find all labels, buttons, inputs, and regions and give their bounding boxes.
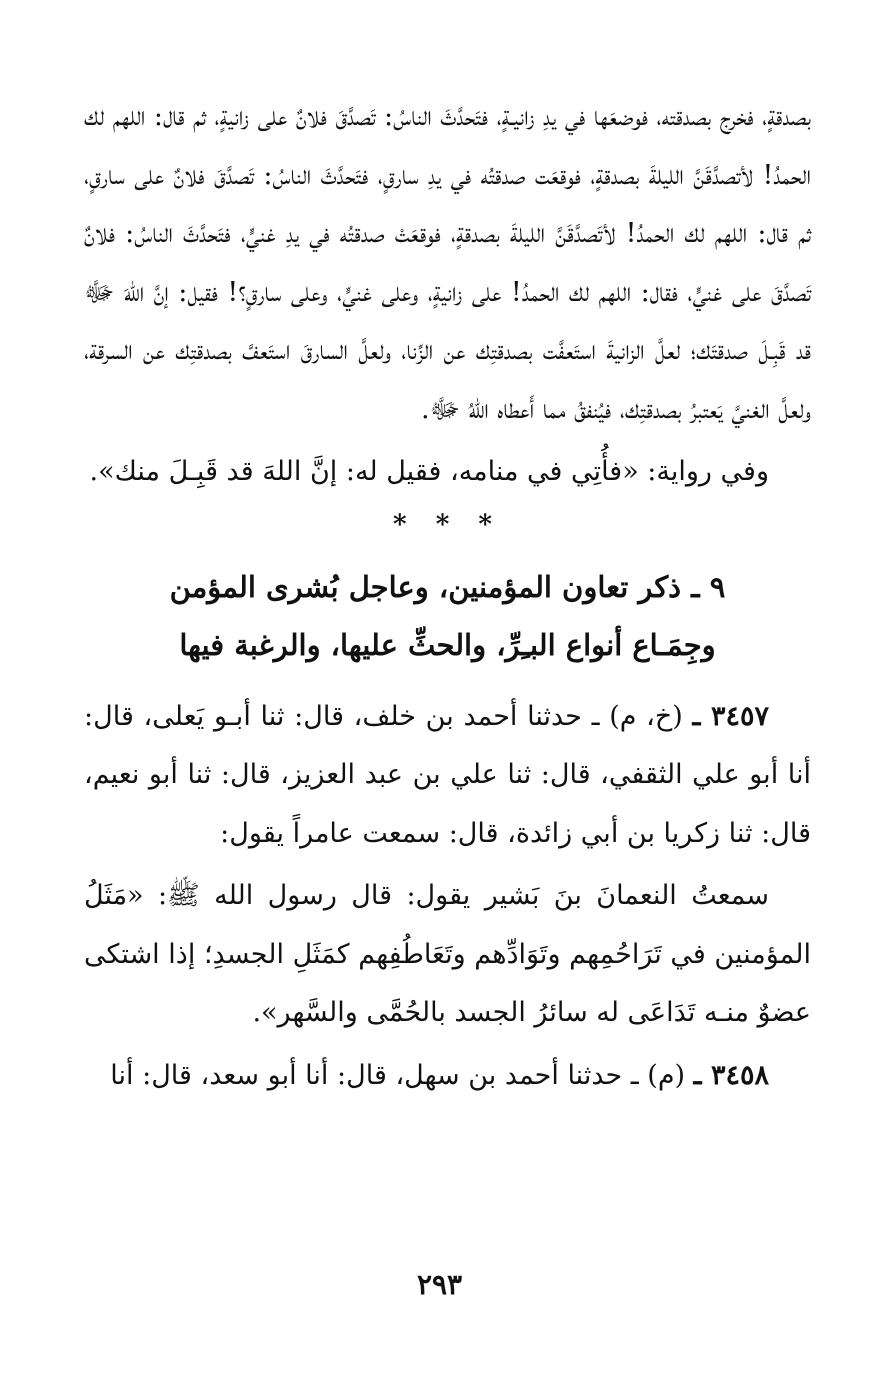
- hadith-3457-text: (خ، م) ـ حدثنا أحمد بن خلف، قال: ثنا أبـو يَعلى، قال: أنا أبو علي الثقفي، قال: ثنا علي بن عبد العزيز، قال: ثنا أبو نعيم، قال: ثنا زكريا بن أبي زائدة، قال: سمعت عامراً يقول:: [84, 700, 811, 849]
- hadith-3457-isnad: [84, 688, 811, 864]
- paragraph-continuation: بصدقةٍ، فخرج بصدقته، فوضعَها في يدِ زانيـةٍ، فتَحدَّثَ الناسُ: تَصدَّقَ فلانٌ على زانيةٍ، ثم قال: اللهم لك الحمدُ! لأتصدَّقَنَّ الليلةَ بصدقةٍ، فوقعَت صدقتُه في يدِ سارقٍ، فتَحدَّثَ الناسُ: تَصدَّقَ فلانٌ على سارقٍ، ثم قال: اللهم لك الحمدُ! لأتَصدَّقَنَّ الليلةَ بصدقةٍ، فوقعَتْ صدقتُه في يدِ غنيٍّ، فتَحدَّثَ الناسُ: فلانٌ تَصدَّقَ على غنيٍّ، فقال: اللهم لك الحمدُ! على زانيةٍ، وعلى غنيٍّ، وعلى سارقٍ؟! فقيل: إنَّ اللهَ ﷻ قد قَبِـلَ صدقتَك؛ لعلَّ الزانيةَ استَعفَّت بصدقتِك عن الزِّنا، ولعلَّ السارقَ استَعفَّ بصدقتِك عن السرقة، ولعلَّ الغنيَّ يَعتبرُ بصدقتِك، فيُنفقُ مما أَعطاه اللهُ ﷻ.: [84, 101, 811, 425]
- section-separator: * * *: [393, 509, 502, 540]
- hadith-3458-text: (م) ـ حدثنا أحمد بن سهل، قال: أنا أبو سعد، قال: أنا: [110, 1059, 686, 1091]
- section-heading-line1: ٩ ـ ذكر تعاون المؤمنين، وعاجل بُشرى المؤمن: [169, 569, 726, 604]
- section-heading-line2: وجِمَـاع أنواع البـِرِّ، والحثِّ عليها، والرغبة فيها: [179, 627, 716, 662]
- paragraph-riwaya: وفي رواية: «فأُتِي في منامه، فقيل له: إنَّ اللهَ قد قَبِـلَ منك».: [89, 456, 769, 487]
- hadith-number: ٣٤٥٧ ـ: [692, 700, 769, 732]
- section-heading: [84, 558, 811, 674]
- hadith-number: ٣٤٥٨ ـ: [693, 1059, 769, 1091]
- page-body: [84, 88, 811, 1391]
- page-number: ٢٩٣: [416, 1268, 463, 1301]
- hadith-3458-isnad: [84, 1047, 811, 1106]
- hadith-3457-matn: سمعتُ النعمانَ بنَ بَشير يقول: قال رسول الله ﷺ: «مَثَلُ المؤمنين في تَرَاحُمِهم وتَوَادِّهم وتَعَاطُفِهم كمَثَلِ الجسدِ؛ إذا اشتكى عضوٌ منـه تَدَاعَى له سائرُ الجسد بالحُمَّى والسَّهر».: [84, 880, 811, 1028]
